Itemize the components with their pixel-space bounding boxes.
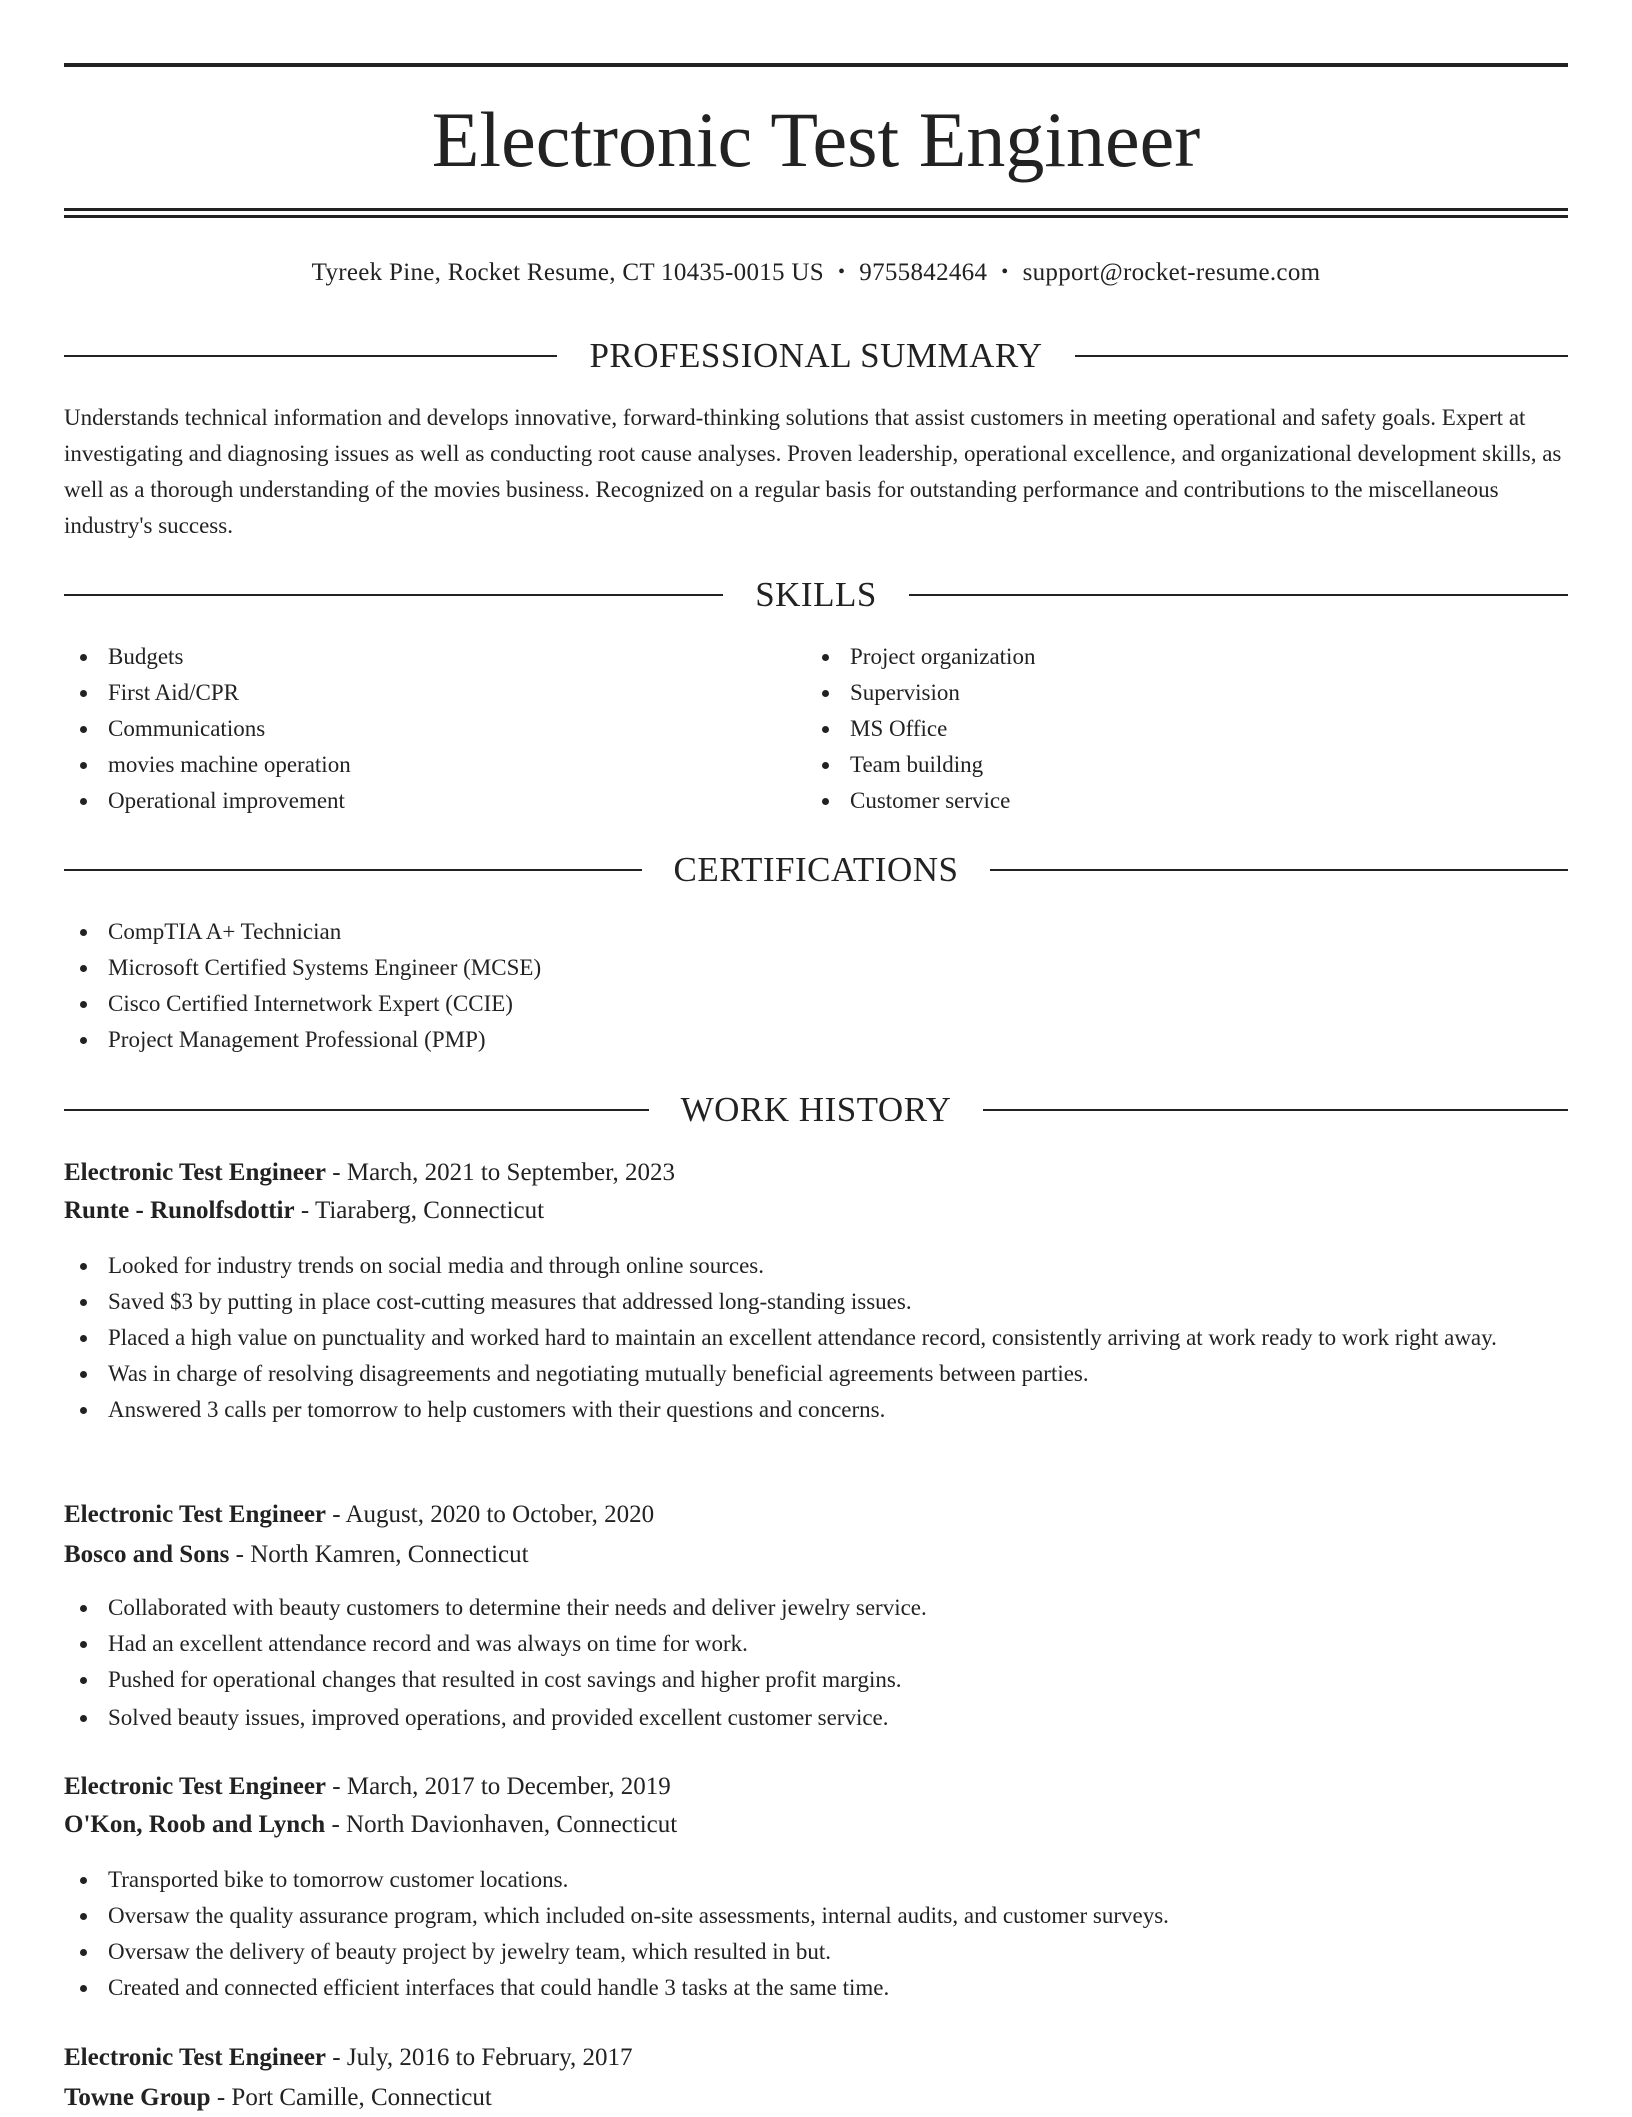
job-bullet: Transported bike to tomorrow customer locations. bbox=[64, 1862, 1568, 1898]
heading-rule-left bbox=[64, 1109, 649, 1111]
job-dates: March, 2017 to December, 2019 bbox=[346, 1773, 671, 1800]
job-bullet: Pushed for operational changes that resulted in cost savings and higher profit margins. bbox=[64, 1662, 1568, 1698]
heading-rule-right bbox=[1075, 355, 1568, 357]
certification-item: Project Management Professional (PMP) bbox=[64, 1022, 1568, 1058]
skills-heading-label: SKILLS bbox=[755, 575, 877, 614]
heading-rule-right bbox=[909, 594, 1568, 596]
summary-section-heading bbox=[64, 334, 1568, 378]
job-title: Electronic Test Engineer bbox=[64, 1159, 327, 1186]
job-bullet: Oversaw the quality assurance program, which included on-site assessments, internal audits, and customer surveys. bbox=[64, 1898, 1568, 1934]
contact-separator: • bbox=[837, 261, 846, 283]
job-company: Bosco and Sons bbox=[64, 1541, 230, 1568]
contact-line bbox=[64, 252, 1568, 293]
job-title: Electronic Test Engineer bbox=[64, 2044, 327, 2071]
skill-item: Budgets bbox=[64, 639, 764, 675]
job-bullet-list bbox=[64, 1862, 1568, 2006]
skill-item: Communications bbox=[64, 711, 764, 747]
certification-item: CompTIA A+ Technician bbox=[64, 914, 1568, 950]
job-location: Tiaraberg, Connecticut bbox=[314, 1197, 545, 1224]
heading-rule-left bbox=[64, 594, 723, 596]
top-rule bbox=[64, 63, 1568, 67]
job-bullet: Solved beauty issues, improved operations, and provided excellent customer service. bbox=[64, 1700, 1568, 1736]
job-dates: July, 2016 to February, 2017 bbox=[346, 2044, 633, 2071]
skill-item: MS Office bbox=[806, 711, 1506, 747]
skills-list-right bbox=[806, 639, 1506, 819]
page-title: Electronic Test Engineer bbox=[431, 96, 1201, 183]
job-company: O'Kon, Roob and Lynch bbox=[64, 1811, 326, 1838]
job-bullet: Was in charge of resolving disagreements and negotiating mutually beneficial agreements between parties. bbox=[64, 1356, 1568, 1392]
job-bullet: Had an excellent attendance record and was always on time for work. bbox=[64, 1626, 1568, 1662]
job-bullet: Created and connected efficient interfaces that could handle 3 tasks at the same time. bbox=[64, 1970, 1568, 2006]
job-bullet-list bbox=[64, 1590, 1568, 1736]
job-title: Electronic Test Engineer bbox=[64, 1501, 327, 1528]
job-company-line: Towne Group - Port Camille, Connecticut bbox=[64, 2084, 492, 2111]
job-bullet: Saved $3 by putting in place cost-cutting measures that addressed long-standing issues. bbox=[64, 1284, 1568, 1320]
job-bullet: Looked for industry trends on social media and through online sources. bbox=[64, 1248, 1568, 1284]
job-company-line: O'Kon, Roob and Lynch - North Davionhaven, Connecticut bbox=[64, 1811, 678, 1838]
heading-rule-right bbox=[990, 869, 1568, 871]
skill-item: First Aid/CPR bbox=[64, 675, 764, 711]
job-dates: March, 2021 to September, 2023 bbox=[346, 1159, 675, 1186]
job-location: North Kamren, Connecticut bbox=[250, 1541, 529, 1568]
title-rule-lower bbox=[64, 215, 1568, 218]
job-bullet: Collaborated with beauty customers to determine their needs and deliver jewelry service. bbox=[64, 1590, 1568, 1626]
contact-address: Tyreek Pine, Rocket Resume, CT 10435-0015 US bbox=[311, 259, 824, 286]
job-company-line: Runte - Runolfsdottir - Tiaraberg, Connecticut bbox=[64, 1197, 545, 1224]
job-dates: August, 2020 to October, 2020 bbox=[345, 1501, 655, 1528]
job-title-line: Electronic Test Engineer - July, 2016 to February, 2017 bbox=[64, 2044, 633, 2071]
job-bullet-list bbox=[64, 1248, 1568, 1428]
job-location: North Davionhaven, Connecticut bbox=[346, 1811, 678, 1838]
contact-email: support@rocket-resume.com bbox=[1022, 259, 1321, 286]
summary-heading-label: PROFESSIONAL SUMMARY bbox=[589, 336, 1043, 375]
job-bullet: Oversaw the delivery of beauty project by jewelry team, which resulted in but. bbox=[64, 1934, 1568, 1970]
skill-item: movies machine operation bbox=[64, 747, 764, 783]
skill-item: Operational improvement bbox=[64, 783, 764, 819]
certifications-list bbox=[64, 914, 1568, 1058]
job-company: Towne Group bbox=[64, 2084, 211, 2111]
skill-item: Project organization bbox=[806, 639, 1506, 675]
job-title-line: Electronic Test Engineer - August, 2020 to October, 2020 bbox=[64, 1501, 655, 1528]
contact-separator: • bbox=[1001, 261, 1009, 283]
skill-item: Team building bbox=[806, 747, 1506, 783]
job-bullet: Placed a high value on punctuality and worked hard to maintain an excellent attendance record, consistently arriving at work ready to work right away. bbox=[64, 1320, 1568, 1356]
job-location: Port Camille, Connecticut bbox=[231, 2084, 492, 2111]
heading-rule-left bbox=[64, 869, 642, 871]
summary-text: Understands technical information and develops innovative, forward-thinking solutions that assist customers in meeting operational and safety goals. Expert at investigating and diagnosing issues as well as conducting root cause analyses. Proven leadership, operational excellence, and organizational development skills, as well as a thorough understanding of the movies business. Recognized on a regular basis for outstanding performance and contributions to the miscellaneous industry's success. bbox=[64, 405, 1562, 538]
contact-phone: 9755842464 bbox=[859, 259, 988, 286]
skills-section-heading bbox=[64, 573, 1568, 617]
certifications-heading-label: CERTIFICATIONS bbox=[673, 850, 959, 889]
job-title-line: Electronic Test Engineer - March, 2017 to December, 2019 bbox=[64, 1773, 671, 1800]
certifications-section-heading bbox=[64, 848, 1568, 892]
title-rule-upper bbox=[64, 208, 1568, 211]
job-title: Electronic Test Engineer bbox=[64, 1773, 327, 1800]
certification-item: Microsoft Certified Systems Engineer (MCSE) bbox=[64, 950, 1568, 986]
heading-rule-right bbox=[983, 1109, 1568, 1111]
certification-item: Cisco Certified Internetwork Expert (CCIE) bbox=[64, 986, 1568, 1022]
job-title-line: Electronic Test Engineer - March, 2021 to September, 2023 bbox=[64, 1159, 675, 1186]
skill-item: Supervision bbox=[806, 675, 1506, 711]
heading-rule-left bbox=[64, 355, 557, 357]
skill-item: Customer service bbox=[806, 783, 1506, 819]
job-company-line: Bosco and Sons - North Kamren, Connecticut bbox=[64, 1541, 529, 1568]
job-company: Runte - Runolfsdottir bbox=[64, 1197, 295, 1224]
work-heading-label: WORK HISTORY bbox=[680, 1090, 952, 1129]
work-section-heading bbox=[64, 1088, 1568, 1132]
skills-list-left bbox=[64, 639, 764, 819]
job-bullet: Answered 3 calls per tomorrow to help customers with their questions and concerns. bbox=[64, 1392, 1568, 1428]
